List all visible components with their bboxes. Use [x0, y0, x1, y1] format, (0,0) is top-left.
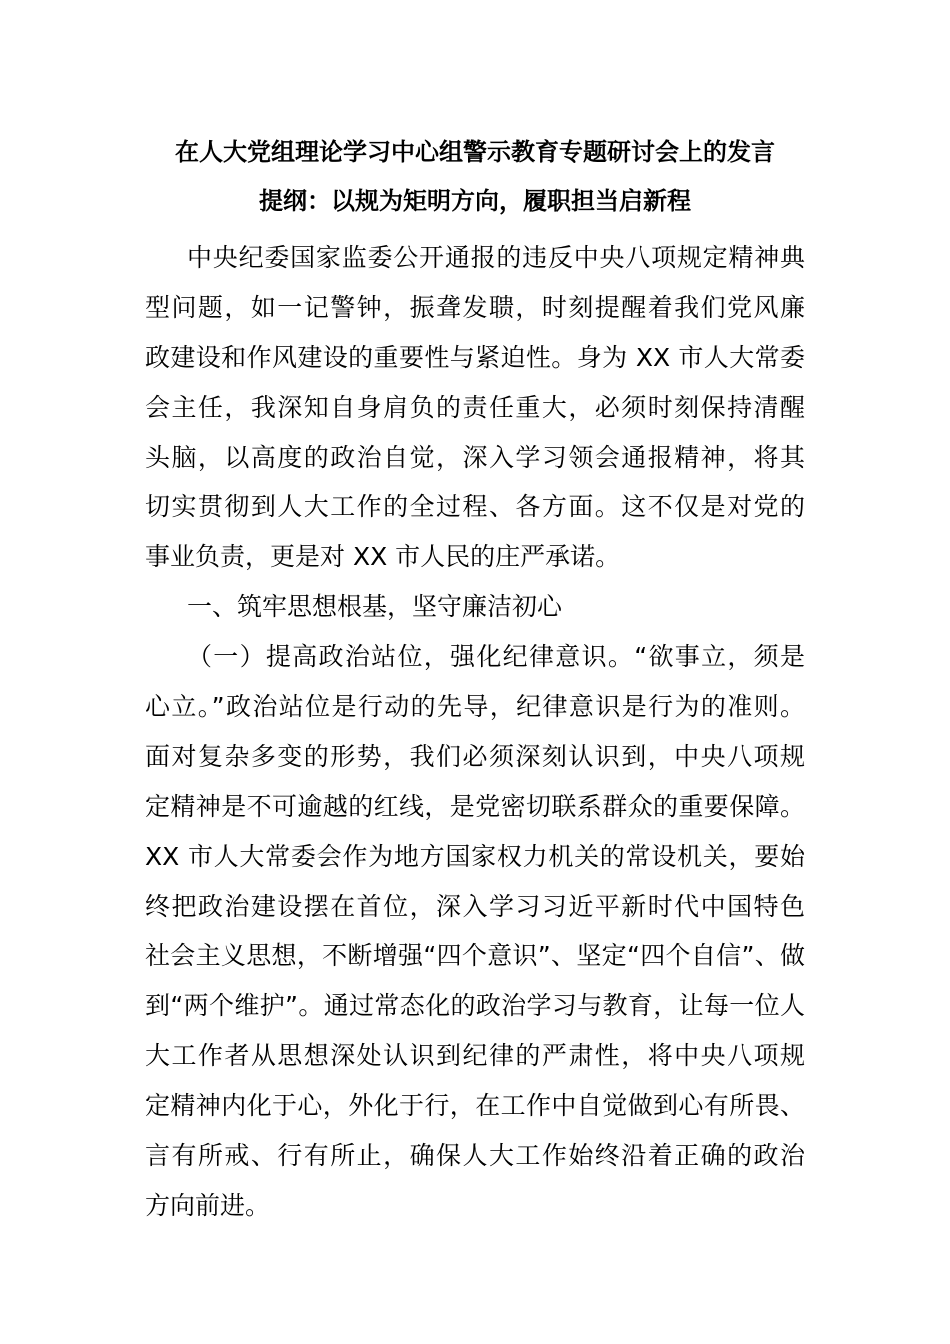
- paragraph-line: 终把政治建设摆在首位，深入学习习近平新时代中国特色: [145, 891, 805, 921]
- paragraph-line: 定精神内化于心，外化于行，在工作中自觉做到心有所畏、: [145, 1091, 805, 1121]
- paragraph-line: 心立。”政治站位是行动的先导，纪律意识是行为的准则。: [145, 692, 805, 722]
- paragraph-line: 面对复杂多变的形势，我们必须深刻认识到，中央八项规: [145, 741, 805, 771]
- paragraph-line: 头脑，以高度的政治自觉，深入学习领会通报精神，将其: [145, 442, 805, 472]
- paragraph-line: 到“两个维护”。通过常态化的政治学习与教育，让每一位人: [145, 991, 805, 1021]
- paragraph-line: XX 市人大常委会作为地方国家权力机关的常设机关，要始: [145, 841, 805, 871]
- paragraph-line: 会主任，我深知自身肩负的责任重大，必须时刻保持清醒: [145, 392, 805, 422]
- document-title-line-1: 在人大党组理论学习中心组警示教育专题研讨会上的发言: [175, 138, 775, 166]
- paragraph-line: 定精神是不可逾越的红线，是党密切联系群众的重要保障。: [145, 791, 805, 821]
- paragraph-line: 型问题，如一记警钟，振聋发聩，时刻提醒着我们党风廉: [145, 292, 805, 322]
- document-body: [145, 233, 805, 1231]
- paragraph-line: 中央纪委国家监委公开通报的违反中央八项规定精神典: [187, 243, 805, 272]
- paragraph-line: 大工作者从思想深处认识到纪律的严肃性，将中央八项规: [145, 1041, 805, 1071]
- section-heading: 一、筑牢思想根基，坚守廉洁初心: [187, 592, 563, 622]
- document-title-line-2: 提纲：以规为矩明方向，履职担当启新程: [259, 187, 691, 215]
- paragraph-line: 切实贯彻到人大工作的全过程、各方面。这不仅是对党的: [145, 492, 805, 522]
- paragraph-line: 言有所戒、行有所止，确保人大工作始终沿着正确的政治: [145, 1141, 805, 1171]
- paragraph-line: 社会主义思想，不断增强“四个意识”、坚定“四个自信”、做: [145, 941, 805, 971]
- paragraph-line: 事业负责，更是对 XX 市人民的庄严承诺。: [145, 542, 621, 572]
- paragraph-line: 政建设和作风建设的重要性与紧迫性。身为 XX 市人大常委: [145, 342, 805, 372]
- paragraph-line: （一）提高政治站位，强化纪律意识。“欲事立，须是: [187, 642, 805, 672]
- paragraph-line: 方向前进。: [145, 1190, 271, 1220]
